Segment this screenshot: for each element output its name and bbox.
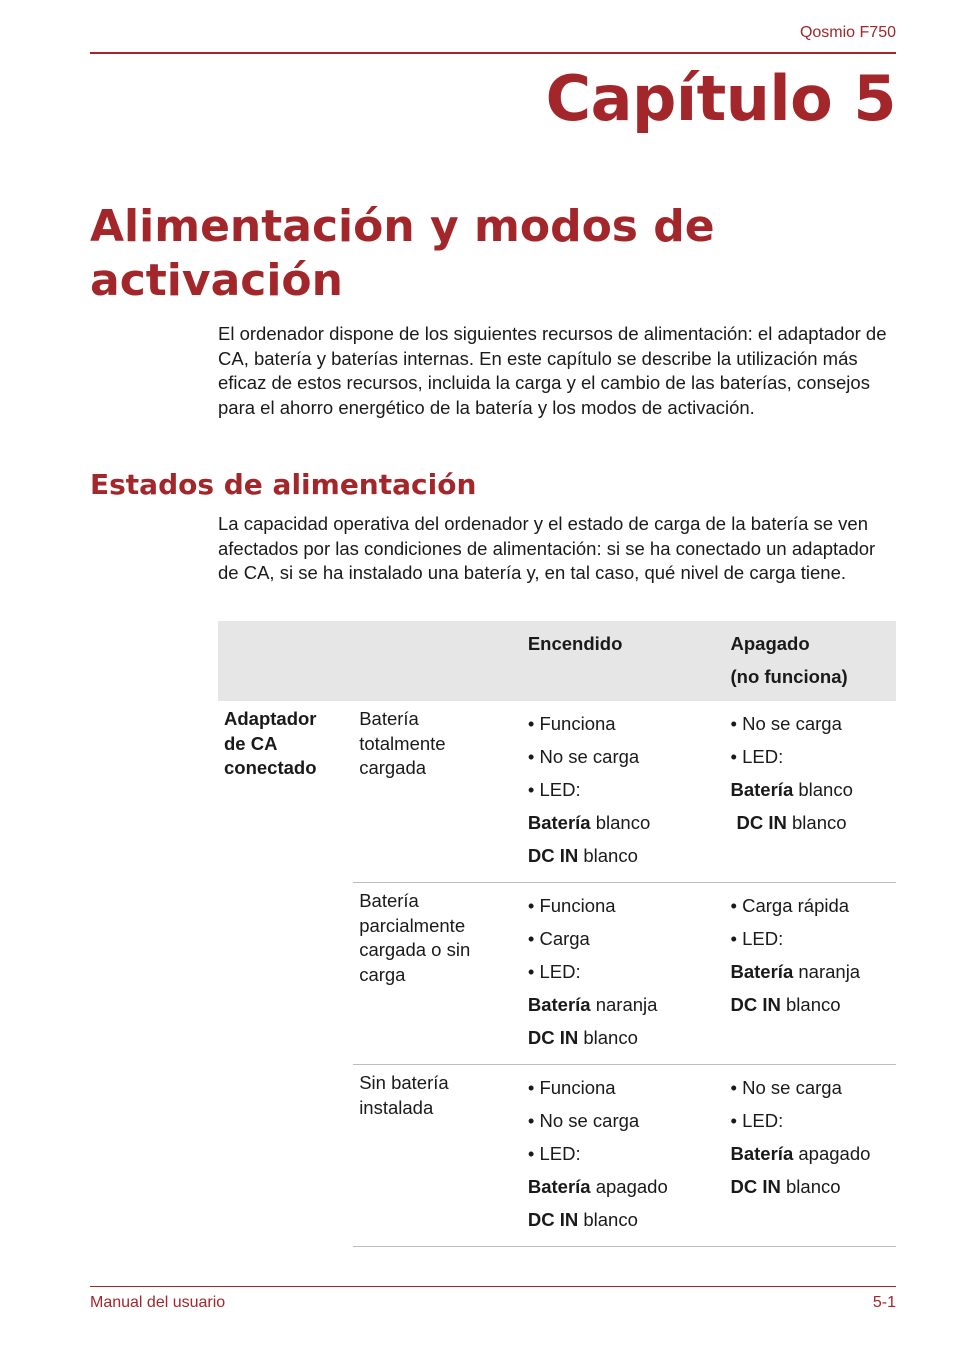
condition-text: Batería: [359, 890, 419, 911]
off-led-battery: [731, 955, 891, 988]
on-item: • Funciona: [527, 713, 616, 734]
condition-text: Sin batería: [359, 1072, 449, 1093]
condition-cell: [353, 1065, 522, 1247]
led-name: Batería: [730, 961, 794, 982]
led-name: DC IN: [527, 1027, 579, 1048]
on-item: • LED:: [527, 1143, 581, 1164]
on-item: • Carga: [527, 928, 590, 949]
off-state-cell: [725, 1065, 897, 1247]
led-name: DC IN: [730, 994, 781, 1015]
condition-text: carga: [359, 963, 406, 985]
off-led-dcin: [731, 1170, 891, 1203]
condition-text: cargada o sin: [359, 939, 471, 960]
led-state: blanco: [578, 1027, 638, 1048]
off-led-battery: [731, 773, 891, 806]
on-item: • No se carga: [527, 746, 640, 767]
led-state: blanco: [578, 1209, 638, 1230]
led-name: DC IN: [736, 812, 787, 833]
row-group-label-line: conectado: [224, 757, 317, 778]
table-header-on: [522, 621, 725, 701]
off-item: • LED:: [730, 928, 784, 949]
led-state: blanco: [590, 812, 651, 833]
subsection-title: Estados de alimentación: [90, 468, 477, 501]
on-item: • Funciona: [527, 1077, 616, 1098]
section-title-line2: activación: [90, 255, 343, 306]
off-item: • No se carga: [730, 1077, 842, 1098]
led-name: DC IN: [527, 1209, 579, 1230]
off-item: • No se carga: [730, 713, 842, 734]
off-item: • Carga rápida: [730, 895, 850, 916]
subsection-paragraph: La capacidad operativa del ordenador y el estado de carga de la batería se ven afectados por las condiciones de alimentación: si se ha conectado un adaptador de CA, si se ha instalado una batería y, en tal caso, qué nivel de carga tiene.: [218, 513, 876, 583]
on-state-cell: [522, 1065, 725, 1247]
condition-text: Batería: [359, 708, 419, 729]
led-state: blanco: [780, 1176, 841, 1197]
on-led-dcin: [528, 839, 719, 872]
led-state: apagado: [590, 1176, 668, 1197]
on-item: • LED:: [527, 779, 581, 800]
on-led-battery: [528, 1170, 719, 1203]
off-led-battery: [731, 1137, 891, 1170]
section-title: [90, 200, 850, 308]
led-state: blanco: [793, 779, 853, 800]
header-on-label: Encendido: [527, 633, 623, 654]
footer-rule: [90, 1286, 896, 1287]
table-header-off: [725, 621, 897, 701]
led-state: blanco: [786, 812, 847, 833]
led-name: DC IN: [527, 845, 579, 866]
on-state-cell: [522, 883, 725, 1065]
section-title-line1: Alimentación y modos de: [90, 201, 715, 252]
led-state: blanco: [780, 994, 841, 1015]
led-name: Batería: [527, 1176, 591, 1197]
condition-text: totalmente: [359, 732, 446, 754]
header-rule: [90, 52, 896, 54]
off-state-cell: [725, 883, 897, 1065]
on-item: • LED:: [527, 961, 581, 982]
led-state: blanco: [578, 845, 638, 866]
off-item: • LED:: [730, 746, 784, 767]
on-led-battery: [528, 988, 719, 1021]
condition-cell: [353, 701, 522, 883]
condition-text: instalada: [359, 1096, 434, 1118]
footer-page-number: 5-1: [872, 1294, 896, 1311]
off-item: • LED:: [730, 1110, 784, 1131]
on-state-cell: [522, 701, 725, 883]
led-name: Batería: [527, 994, 591, 1015]
table-header-empty-1: [218, 621, 353, 701]
on-item: • No se carga: [527, 1110, 640, 1131]
condition-text: cargada: [359, 757, 427, 778]
table-header-row: [218, 621, 896, 701]
row-group-label: [218, 701, 353, 1247]
row-group-label-line: de CA: [224, 732, 278, 754]
on-led-dcin: [528, 1203, 719, 1236]
footer-manual-title: Manual del usuario: [90, 1294, 226, 1311]
led-name: Batería: [730, 1143, 794, 1164]
led-state: naranja: [590, 994, 658, 1015]
led-state: apagado: [793, 1143, 871, 1164]
condition-text: parcialmente: [359, 914, 466, 936]
off-state-cell: [725, 701, 897, 883]
header-product-name: Qosmio F750: [799, 24, 896, 41]
on-led-battery: [528, 806, 719, 839]
led-name: DC IN: [730, 1176, 781, 1197]
led-state: naranja: [793, 961, 861, 982]
on-item: • Funciona: [527, 895, 616, 916]
intro-paragraph: El ordenador dispone de los siguientes recursos de alimentación: el adaptador de CA, batería y baterías internas. En este capítulo se describe la utilización más eficaz de estos recursos, incluida la carga y el cambio de las baterías, consejos para el ahorro energético de la batería y los modos de activación.: [218, 323, 887, 418]
header-off-label: Apagado: [730, 633, 810, 654]
header-off-sublabel: (no funciona): [730, 666, 848, 687]
power-states-table: [218, 621, 896, 1247]
off-led-dcin: [731, 988, 891, 1021]
led-name: Batería: [527, 812, 591, 833]
on-led-dcin: [528, 1021, 719, 1054]
chapter-title: Capítulo 5: [545, 62, 896, 135]
led-name: Batería: [730, 779, 794, 800]
row-group-label-line: Adaptador: [224, 708, 317, 729]
condition-cell: [353, 883, 522, 1065]
table-header-empty-2: [353, 621, 522, 701]
table-row: [218, 701, 896, 883]
off-led-dcin: [731, 806, 891, 839]
